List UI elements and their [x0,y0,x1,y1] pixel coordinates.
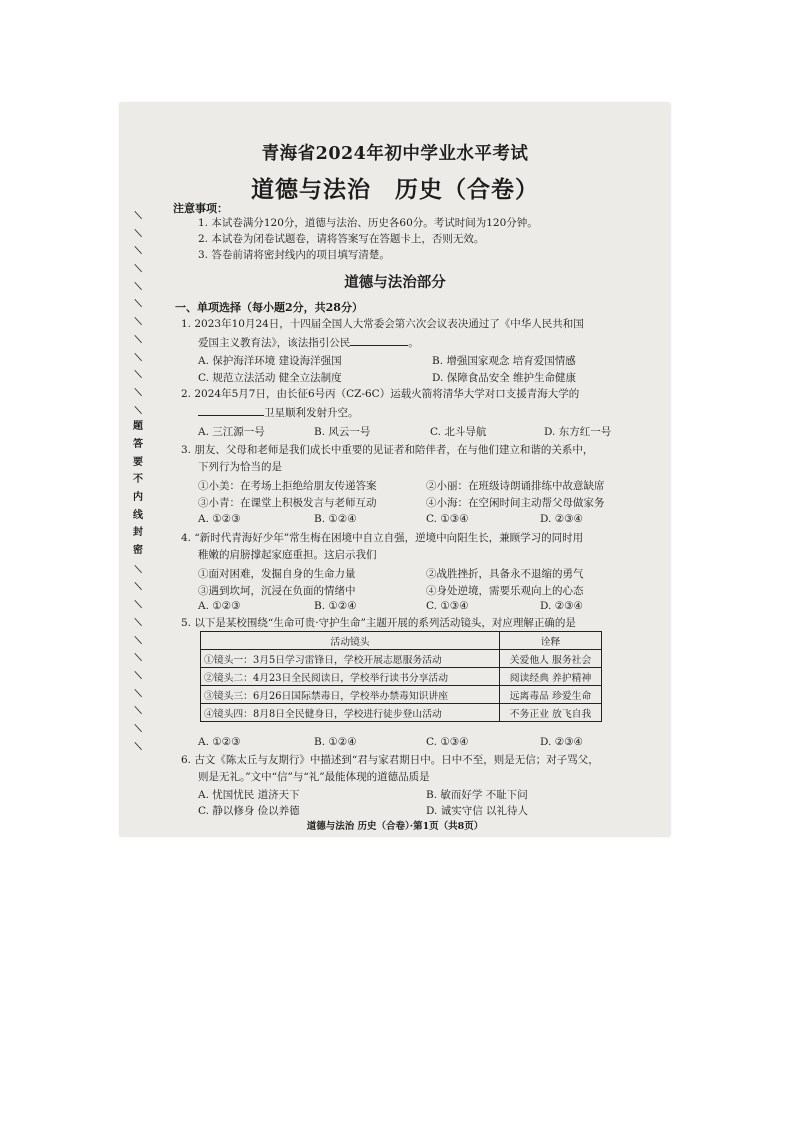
table-cell: 关爱他人 服务社会 [500,650,602,668]
q6-option-b: B. 敏而好学 不耻下问 [426,789,528,801]
table-cell: ②镜头二：4月23日全民阅读日，学校举行读书分享活动 [201,668,500,686]
q4-statement-1: ①面对困难，发掘自身的生命力量 [198,568,356,580]
q3-statement-3: ③小青：在课堂上积极发言与老师互动 [198,497,377,509]
exam-paper-photo [120,103,670,836]
question-2-line1: 2. 2024年5月7日，由长征6号丙（CZ-6C）运载火箭将清华大学对口支援青海大学的 [181,388,580,400]
notice-heading: 注意事项： [173,202,228,215]
table-header: 诠释 [500,632,602,650]
answer-blank [198,405,264,416]
q4-option-c: C. ①③④ [426,600,469,612]
q6-option-c: C. 静以修身 俭以养德 [198,805,300,817]
q4-option-b: B. ①②④ [314,600,357,612]
answer-blank [350,335,408,346]
table-header: 活动镜头 [201,632,500,650]
q2-option-b: B. 风云一号 [314,426,371,438]
question-5-line1: 5. 以下是某校围绕“生命可贵·守护生命”主题开展的系列活动镜头，对应理解正确的是 [181,617,576,629]
question-3-line2: 下列行为恰当的是 [198,461,282,473]
q6-option-d: D. 诚实守信 以礼待人 [426,805,529,817]
table-header-row [201,632,602,650]
table-cell: 不务正业 放飞自我 [500,704,602,722]
question-4-line2: 稚嫩的肩膀撑起家庭重担。这启示我们 [198,549,377,561]
q5-option-b: B. ①②④ [314,736,357,748]
q3-option-a: A. ①②③ [198,513,241,525]
seal-char: 不 [133,474,143,486]
q3-statement-4: ④小海：在空闲时间主动帮父母做家务 [426,497,605,509]
part-heading: 一、单项选择（每小题2分，共28分） [175,301,363,314]
seal-char: 内 [133,492,143,503]
q1-option-b: B. 增强国家观念 培育爱国情感 [432,355,576,367]
seal-line-margin: / / / / / / / / / / / / 题 答 要 不 内 线 封 密 / / / / / / / / / / / [130,209,146,751]
activity-table [200,631,602,722]
q4-option-a: A. ①②③ [198,600,241,612]
q1-option-c: C. 规范立法活动 健全立法制度 [198,372,342,384]
question-3-line1: 3. 朋友、父母和老师是我们成长中重要的见证者和陪伴者，在与他们建立和谐的关系中， [181,444,594,456]
q4-statement-4: ④身处逆境，需要乐观向上的心态 [426,585,584,597]
q2-option-c: C. 北斗导航 [430,426,487,438]
table-row [201,686,602,704]
table-row [201,650,602,668]
section-title: 道德与法治部分 [344,274,446,291]
question-6-line2: 则是无礼。”文中“信”与“礼”最能体现的道德品质是 [198,771,430,783]
q3-statement-1: ①小美：在考场上拒绝给朋友传递答案 [198,480,377,492]
seal-char: 密 [133,545,143,557]
question-6-line1: 6. 古文《陈太丘与友期行》中描述到“君与家君期日中。日中不至，则是无信；对子骂父， [181,754,599,766]
q1-option-a: A. 保护海洋环境 建设海洋强国 [198,355,342,367]
q4-statement-3: ③遇到坎坷，沉浸在负面的情绪中 [198,585,356,597]
seal-char: 线 [133,509,143,521]
q3-option-b: B. ①②④ [314,513,357,525]
seal-char: 要 [133,456,143,468]
seal-char: 题 [133,421,143,433]
table-cell: ③镜头三：6月26日国际禁毒日，学校举办禁毒知识讲座 [201,686,500,704]
notice-item: 1. 本试卷满分120分，道德与法治、历史各60分。考试时间为120分钟。 [198,217,538,229]
table-cell: ①镜头一：3月5日学习雷锋日，学校开展志愿服务活动 [201,650,500,668]
q4-option-d: D. ②③④ [540,600,583,612]
notice-item: 2. 本试卷为闭卷试题卷，请将答案写在答题卡上，否则无效。 [198,233,485,245]
table-cell: 远离毒品 珍爱生命 [500,686,602,704]
seal-char: 封 [133,527,143,539]
exam-subject-title: 道德与法治 历史（合卷） [251,176,539,203]
q5-option-a: A. ①②③ [198,736,241,748]
question-4-line1: 4. “新时代青海好少年”常生梅在困境中自立自强，逆境中向阳生长，兼顾学习的同时用 [181,532,584,544]
table-cell: ④镜头四：8月8日全民健身日，学校进行徒步登山活动 [201,704,500,722]
q4-statement-2: ②战胜挫折，具备永不退缩的勇气 [426,568,584,580]
exam-title: 青海省2024年初中学业水平考试 [261,144,529,164]
question-1-line1: 1. 2023年10月24日，十四届全国人大常委会第六次会议表决通过了《中华人民共和国 [181,318,584,330]
q3-statement-2: ②小丽：在班级诗朗诵排练中故意缺席 [426,480,605,492]
question-2-line2: 卫星顺利发射升空。 [198,405,359,421]
table-row [201,704,602,722]
q5-option-d: D. ②③④ [540,736,583,748]
q5-option-c: C. ①③④ [426,736,469,748]
question-1-line2: 爱国主义教育法》，该法指引公民 。 [198,337,419,349]
table-row [201,668,602,686]
q2-option-a: A. 三江源一号 [198,426,265,438]
notice-item: 3. 答卷前请将密封线内的项目填写清楚。 [198,249,390,261]
q6-option-a: A. 忧国忧民 道济天下 [198,789,300,801]
seal-char: 答 [133,438,143,450]
page-footer: 道德与法治 历史（合卷）·第1页（共8页） [306,821,484,832]
q1-option-d: D. 保障食品安全 维护生命健康 [432,372,577,384]
q3-option-d: D. ②③④ [540,513,583,525]
q2-option-d: D. 东方红一号 [544,426,612,438]
table-cell: 阅读经典 养护精神 [500,668,602,686]
q3-option-c: C. ①③④ [426,513,469,525]
